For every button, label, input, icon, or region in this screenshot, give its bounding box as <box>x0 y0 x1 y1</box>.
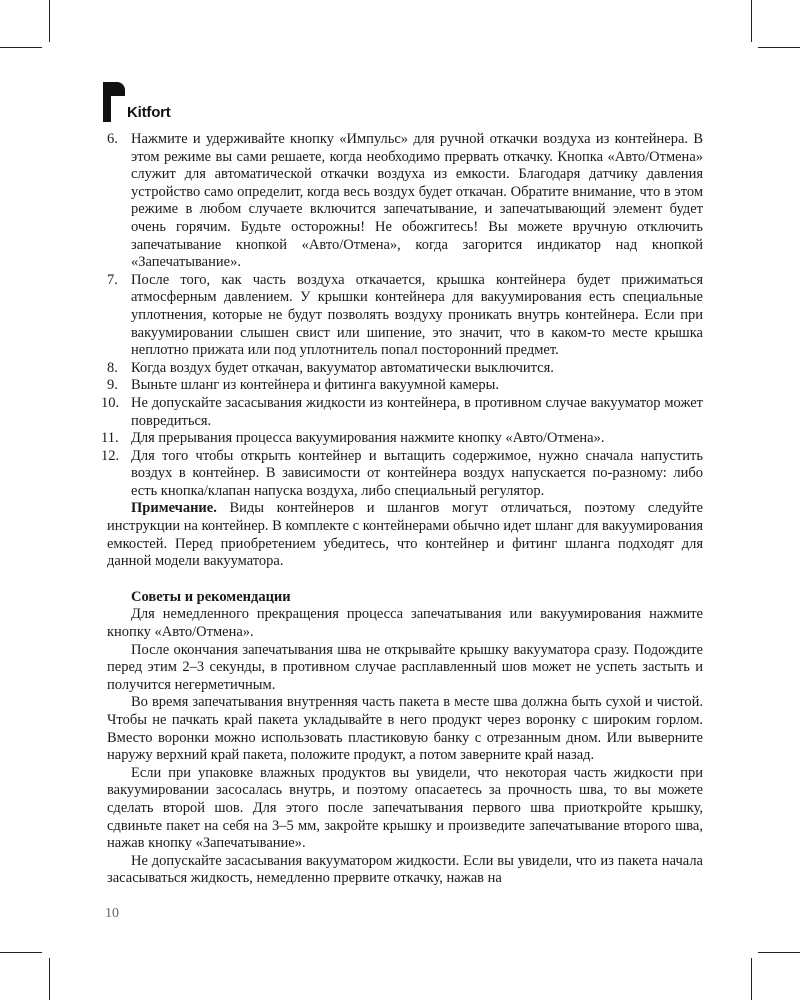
list-item <box>107 377 703 395</box>
step-number: 11. <box>101 430 119 447</box>
step-number: 9. <box>107 377 118 394</box>
list-item <box>107 272 703 360</box>
tips-paragraph: Если при упаковке влажных продуктов вы увидели, что некоторая часть жидкости при вакуумировании засосалась внутрь, и поэтому опасаетесь за прочность шва, то вы можете сделать второй шов. Для этого после запечатывания первого шва приоткройте крышку, сдвиньте пакет на себя на 3–5 мм, закройте крышку и произведите запечатывание второго шва, нажав кнопку «Запечатывание». <box>107 764 703 852</box>
step-number: 12. <box>101 447 120 464</box>
crop-mark-bottom-left-h <box>0 952 42 953</box>
step-text: Когда воздух будет откачан, вакууматор автоматически выключится. <box>131 359 554 376</box>
list-item <box>101 430 703 448</box>
tips-paragraph: Для немедленного прекращения процесса запечатывания или вакуумирования нажмите кнопку «Авто/Отмена». <box>107 606 703 641</box>
list-item <box>107 360 703 378</box>
kitfort-logo-icon <box>103 82 125 122</box>
page-number: 10 <box>105 906 119 921</box>
list-item <box>101 447 703 501</box>
step-number: 6. <box>107 131 118 147</box>
tips-heading: Советы и рекомендации <box>131 588 291 605</box>
brand-logo <box>103 82 171 122</box>
crop-mark-top-right-h <box>758 47 800 48</box>
page-content <box>101 131 703 888</box>
step-number: 10. <box>101 394 120 411</box>
crop-mark-bottom-right-h <box>758 952 800 953</box>
list-item <box>107 131 703 272</box>
crop-mark-top-right <box>751 0 752 42</box>
note-label: Примечание. <box>131 500 217 517</box>
step-text: Нажмите и удерживайте кнопку «Импульс» для ручной откачки воздуха из контейнера. В этом режиме вы сами решаете, когда необходимо прервать откачку. Кнопка «Авто/Отмена» служит для автоматической откачки воздуха из емкости. Благодаря датчику давления устройство само определит, когда весь воздух будет откачан. Обратите внимание, что в этом режиме в любом случаете включится запечатывание, и запечатывающий элемент будет очень горячим. Будьте осторожны! Не обожгитесь! Вы можете вручную отключить запечатывание кнопкой «Авто/Отмена», когда загорится индикатор над кнопкой «Запечатывание». <box>131 131 703 271</box>
step-text: После того, как часть воздуха откачается, крышка контейнера будет прижиматься атмосферным давлением. У крышки контейнера для вакуумирования есть специальные уплотнения, которые не будут позволять воздуху проникать внутрь контейнера. Если при вакуумировании слышен свист или шипение, это значит, что в каком-то месте крышка неплотно прижата или под уплотнитель попал посторонний предмет. <box>131 271 703 359</box>
tips-paragraph: После окончания запечатывания шва не открывайте крышку вакууматора сразу. Подождите перед этим 2–3 секунды, в противном случае расплавленный шов может не успеть застыть и получится негерметичным. <box>107 641 703 693</box>
step-text: Выньте шланг из контейнера и фитинга вакуумной камеры. <box>131 377 499 394</box>
crop-mark-top-left-h <box>0 47 42 48</box>
steps-list <box>101 131 703 500</box>
step-text: Для прерывания процесса вакуумирования нажмите кнопку «Авто/Отмена». <box>131 430 605 447</box>
note-text: Виды контейнеров и шлангов могут отличаться, поэтому следуйте инструкции на контейнер. В комплекте с контейнерами обычно идет шланг для вакуумирования емкостей. Перед приобретением убедитесь, что контейнер и фитинг шланга подходят для данной модели вакууматора. <box>107 500 703 570</box>
note-paragraph <box>107 500 703 570</box>
crop-mark-bottom-right <box>751 958 752 1000</box>
list-item <box>101 394 703 430</box>
tips-paragraph: Не допускайте засасывания вакууматором жидкости. Если вы увидели, что из пакета начала засасываться жидкость, немедленно прервите откачку, нажав на <box>107 852 703 887</box>
step-number: 8. <box>107 359 118 376</box>
crop-mark-bottom-left <box>49 958 50 1000</box>
step-text: Не допускайте засасывания жидкости из контейнера, в противном случае вакууматор может повредиться. <box>131 394 703 429</box>
tips-paragraph: Во время запечатывания внутренняя часть пакета в месте шва должна быть сухой и чистой. Чтобы не пачкать край пакета укладывайте в него продукт через воронку с широким горлом. Вместо воронки можно использовать пластиковую банку с отрезанным дном. Или выверните наружу верхний край пакета, положите продукт, а потом заверните край назад. <box>107 694 703 764</box>
step-text: Для того чтобы открыть контейнер и вытащить содержимое, нужно сначала напустить воздух в контейнер. В зависимости от контейнера воздух напускается по-разному: либо есть кнопка/клапан напуска воздуха, либо специальный регулятор. <box>131 447 703 499</box>
step-number: 7. <box>107 271 118 288</box>
brand-name: Kitfort <box>127 104 171 121</box>
crop-mark-top-left <box>49 0 50 42</box>
